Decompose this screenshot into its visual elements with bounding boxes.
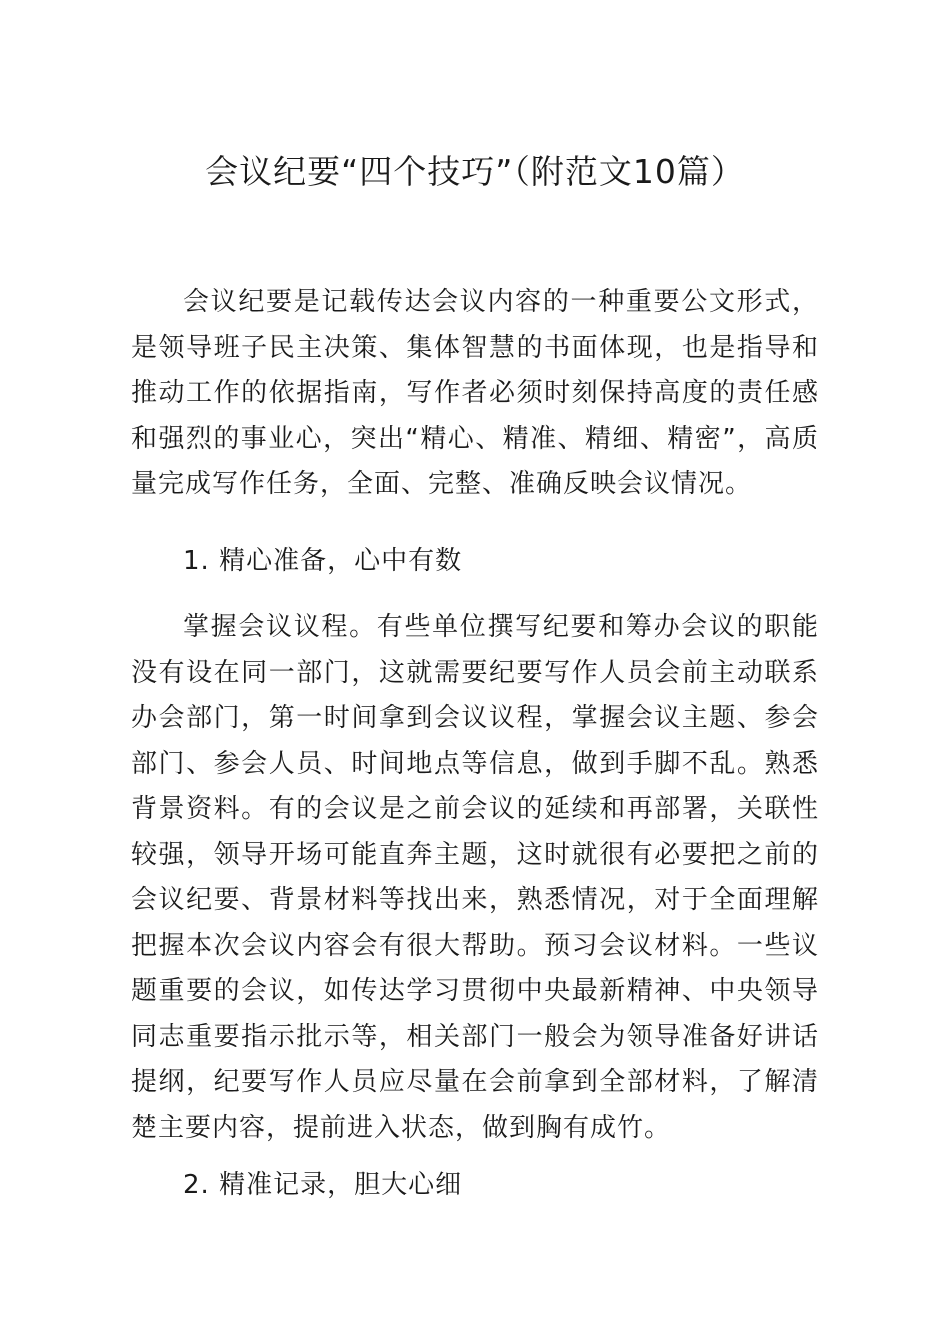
section-heading-2: 2. 精准记录，胆大心细: [183, 1170, 463, 1200]
section-paragraph-1: 掌握会议议程。有些单位撰写纪要和筹办会议的职能没有设在同一部门，这就需要纪要写作人员会前主动联系办会部门，第一时间拿到会议议程，掌握会议主题、参会部门、参会人员、时间地点等信息，做到手脚不乱。熟悉背景资料。有的会议是之前会议的延续和再部署，关联性较强，领导开场可能直奔主题，这时就很有必要把之前的会议纪要、背景材料等找出来，熟悉情况，对于全面理解把握本次会议内容会有很大帮助。预习会议材料。一些议题重要的会议，如传达学习贯彻中央最新精神、中央领导同志重要指示批示等，相关部门一般会为领导准备好讲话提纲，纪要写作人员应尽量在会前拿到全部材料，了解清楚主要内容，提前进入状态，做到胸有成竹。: [131, 612, 819, 1143]
section-heading-1: 1. 精心准备，心中有数: [183, 546, 463, 576]
document-title: 会议纪要“四个技巧”（附范文10篇）: [205, 152, 745, 191]
intro-paragraph: 会议纪要是记载传达会议内容的一种重要公文形式，是领导班子民主决策、集体智慧的书面体现，也是指导和推动工作的依据指南，写作者必须时刻保持高度的责任感和强烈的事业心，突出“精心、精准、精细、精密”，高质量完成写作任务，全面、完整、准确反映会议情况。: [131, 287, 819, 499]
